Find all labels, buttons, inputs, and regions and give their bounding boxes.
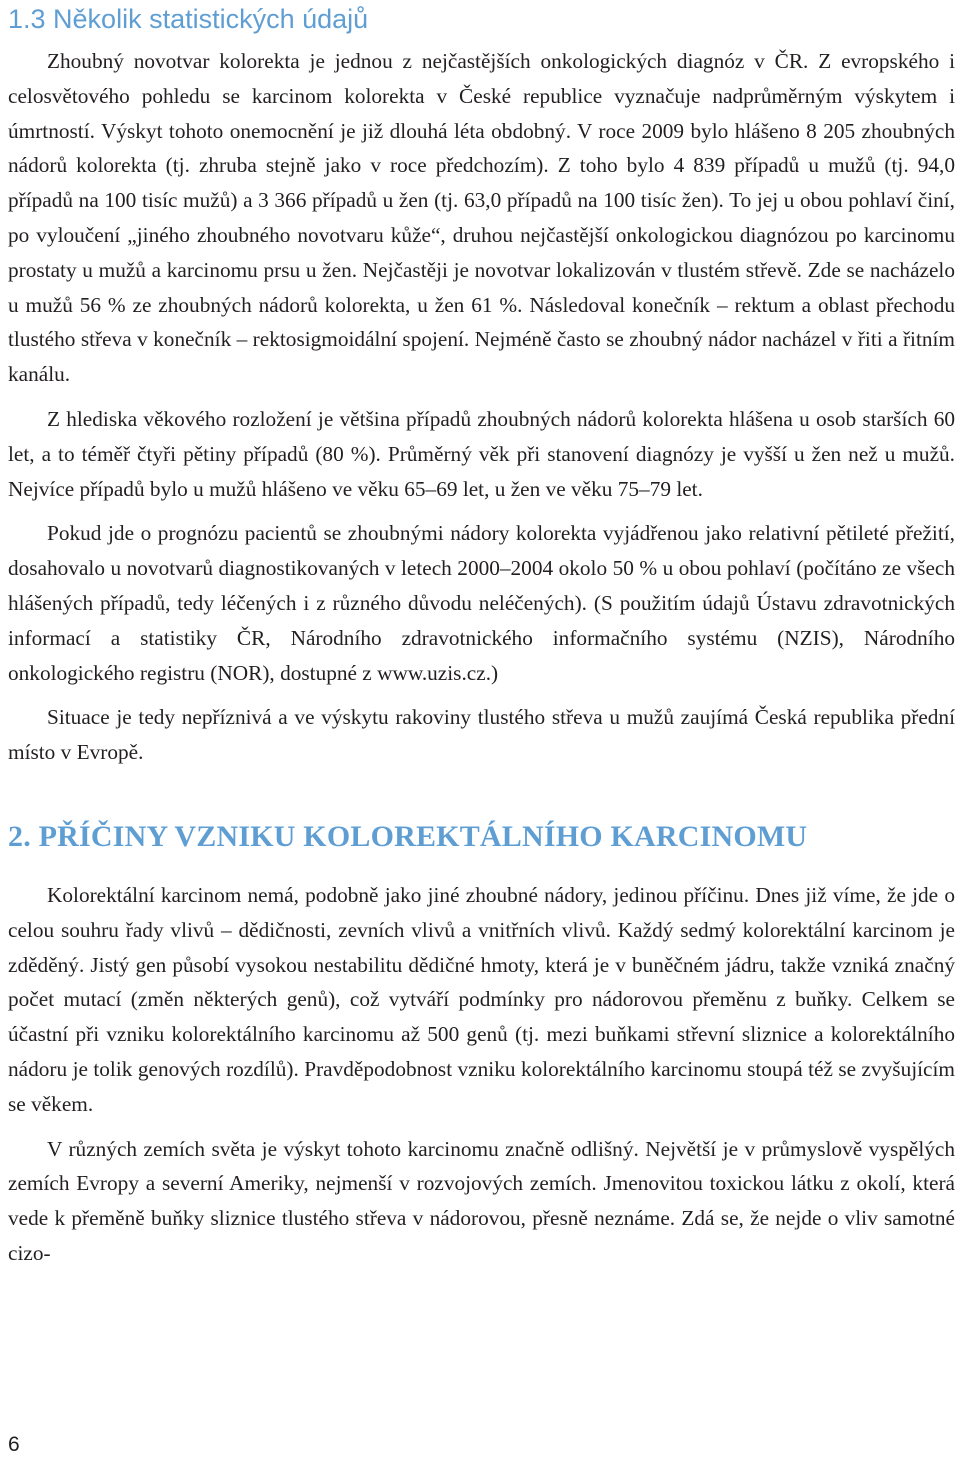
chapter-paragraph: V různých zemích světa je výskyt tohoto karcinomu značně odlišný. Největší je v průmyslově vyspělých zemích Evropy a severní Ameriky, nejmenší v rozvojových zemích. Jmenovitou toxickou látku z okolí, která vede k přeměně buňky sliznice tlustého střeva v nádorovou, přesně neznáme. Zdá se, že nejde o vliv samotné cizo- <box>8 1136 955 1265</box>
section-paragraph: Situace je tedy nepříznivá a ve výskytu rakoviny tlustého střeva u mužů zaujímá Česká republika přední místo v Evropě. <box>8 705 955 765</box>
section-heading: 1.3 Několik statistických údajů <box>8 4 369 34</box>
chapter-paragraph: Kolorektální karcinom nemá, podobně jako jiné zhoubné nádory, jedinou příčinu. Dnes již víme, že jde o celou souhru řady vlivů – dědičnosti, zevních vlivů a vnitřních vlivů. Každý sedmý kolorektální karcinom je zděděný. Jistý gen působí vysokou nestabilitu dědičné hmoty, která je v buněčném jádru, takže vzniká značný počet mutací (změn některých genů), což vytváří podmínky pro nádorovou přeměnu z buňky. Celkem se účastní při vzniku kolorektálního karcinomu až 500 genů (tj. mezi buňkami střevní sliznice a kolorektálního nádoru je tolik genových rozdílů). Pravděpodobnost vzniku kolorektálního karcinomu stoupá též se zvyšujícím se věkem. <box>8 882 955 1116</box>
section-paragraph: Z hlediska věkového rozložení je většina případů zhoubných nádorů kolorekta hlášena u osob starších 60 let, a to téměř čtyři pětiny případů (80 %). Průměrný věk při stanovení diagnózy je vyšší u žen než u mužů. Nejvíce případů bylo u mužů hlášeno ve věku 65–69 let, u žen ve věku 75–79 let. <box>8 406 955 501</box>
document-page <box>8 0 955 1271</box>
page-number: 6 <box>8 1433 20 1456</box>
chapter-heading: 2. PŘÍČINY VZNIKU KOLOREKTÁLNÍHO KARCINOMU <box>8 819 808 853</box>
section-paragraph: Pokud jde o prognózu pacientů se zhoubnými nádory kolorekta vyjádřenou jako relativní pětileté přežití, dosahovalo u novotvarů diagnostikovaných v letech 2000–2004 okolo 50 % u obou pohlaví (počítáno ze všech hlášených případů, tedy léčených i z různého důvodu neléčených). (S použitím údajů Ústavu zdravotnických informací a statistiky ČR, Národního zdravotnického informačního systému (NZIS), Národního onkologického registru (NOR), dostupné z www.uzis.cz.) <box>8 521 955 685</box>
section-paragraph: Zhoubný novotvar kolorekta je jednou z nejčastějších onkologických diagnóz v ČR. Z evropského i celosvětového pohledu se karcinom kolorekta v České republice vyznačuje nadprůměrným výskytem i úmrtností. Výskyt tohoto onemocnění je již dlouhá léta obdobný. V roce 2009 bylo hlášeno 8 205 zhoubných nádorů kolorekta (tj. zhruba stejně jako v roce předchozím). Z toho bylo 4 839 případů u mužů (tj. 94,0 případů na 100 tisíc mužů) a 3 366 případů u žen (tj. 63,0 případů na 100 tisíc žen). To jej u obou pohlaví činí, po vyloučení „jiného zhoubného novotvaru kůže“, druhou nejčastější onkologickou diagnózou po karcinomu prostaty u mužů a karcinomu prsu u žen. Nejčastěji je novotvar lokalizován v tlustém střevě. Zde se nacházelo u mužů 56 % ze zhoubných nádorů kolorekta, u žen 61 %. Následoval konečník – rektum a oblast přechodu tlustého střeva v konečník – rektosigmoidální spojení. Nejméně často se zhoubný nádor nacházel v řiti a řitním kanálu. <box>8 49 955 387</box>
spacer <box>8 770 955 818</box>
